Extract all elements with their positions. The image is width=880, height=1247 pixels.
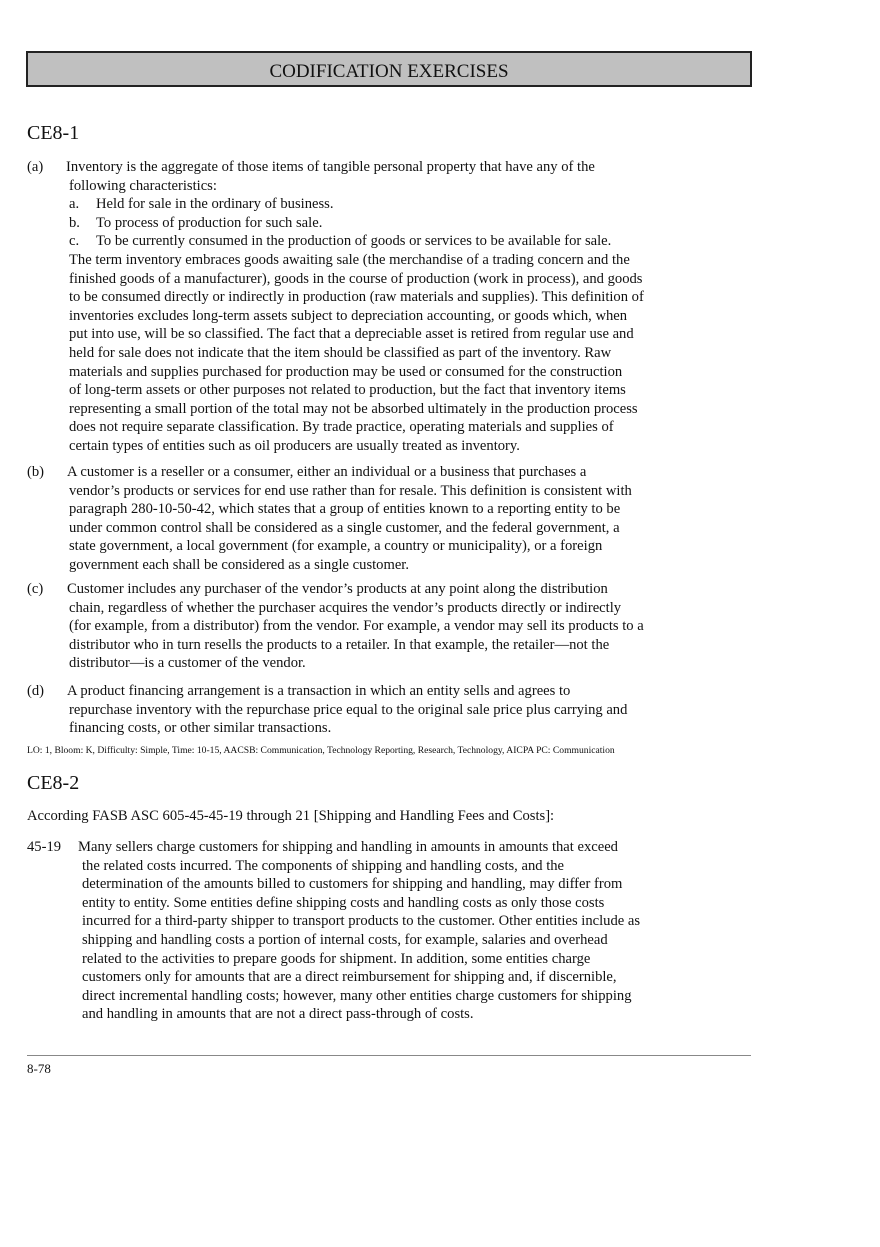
paragraph-label: (d) [27, 683, 45, 699]
list-text: Held for sale in the ordinary of business. [96, 196, 334, 213]
paragraph [27, 682, 707, 738]
paragraph-line: following characteristics: [69, 177, 217, 194]
learning-objective-line: LO: 1, Bloom: K, Difficulty: Simple, Time: 10-15, AACSB: Communication, Technology Reporting, Research, Technology, AICPA PC: Communication [27, 745, 615, 756]
paragraph-line: entity to entity. Some entities define shipping costs and handling costs as only those costs [82, 894, 605, 911]
paragraph [27, 158, 707, 456]
paragraph-line: the related costs incurred. The components of shipping and handling costs, and the [82, 857, 565, 874]
list-marker: a. [69, 196, 80, 213]
paragraph-line: determination of the amounts billed to customers for shipping and handling, may differ from [82, 876, 623, 893]
paragraph-line: distributor—is a customer of the vendor. [69, 655, 306, 672]
exercise-title-ce8-2: CE8-2 [27, 772, 80, 794]
paragraph-line: inventories excludes long-term assets subject to depreciation accounting, or goods which, when [69, 307, 628, 324]
paragraph-line: under common control shall be considered as a single customer, and the federal government, a [69, 519, 620, 536]
page-number: 8-78 [27, 1061, 51, 1076]
list-item [27, 232, 707, 251]
paragraph-line: Many sellers charge customers for shipping and handling in amounts in amounts that exceed [78, 839, 618, 855]
paragraph [27, 580, 707, 673]
paragraph-label: (a) [27, 159, 44, 175]
paragraph-line: distributor who in turn resells the products to a retailer. In that example, the retailer—not the [69, 636, 610, 653]
paragraph-line: repurchase inventory with the repurchase price equal to the original sale price plus carrying and [69, 701, 628, 718]
paragraph-line: (for example, from a distributor) from the vendor. For example, a vendor may sell its products to a [69, 618, 644, 635]
paragraph [27, 838, 707, 1024]
paragraph-label: 45-19 [27, 839, 62, 855]
paragraph-line: paragraph 280-10-50-42, which states that a group of entities known to a reporting entity to be [69, 501, 621, 518]
paragraph-line: Inventory is the aggregate of those items of tangible personal property that have any of the [66, 159, 595, 175]
paragraph-line: customers only for amounts that are a direct reimbursement for shipping and, if discernible, [82, 969, 617, 986]
paragraph-line: held for sale does not indicate that the item should be classified as part of the inventory. Raw [69, 344, 612, 361]
paragraph-line: The term inventory embraces goods awaiting sale (the merchandise of a trading concern and the [69, 251, 630, 268]
paragraph-label: (c) [27, 581, 44, 597]
paragraph-line: certain types of entities such as oil producers are usually treated as inventory. [69, 437, 520, 454]
paragraph-line: put into use, will be so classified. The fact that a depreciable asset is retired from regular use and [69, 326, 634, 343]
paragraph-line: finished goods of a manufacturer), goods in the course of production (work in process), and goods [69, 270, 643, 287]
paragraph-line: to be consumed directly or indirectly in production (raw materials and supplies). This definition of [69, 289, 644, 306]
list-marker: c. [69, 233, 80, 250]
footer-rule [27, 1055, 751, 1056]
paragraph-line: does not require separate classification. By trade practice, operating materials and supplies of [69, 419, 614, 436]
paragraph-line: Customer includes any purchaser of the vendor’s products at any point along the distribution [67, 581, 608, 597]
paragraph [27, 463, 707, 575]
paragraph-line: financing costs, or other similar transactions. [69, 720, 332, 737]
paragraph-line: government each shall be considered as a single customer. [69, 556, 410, 573]
section-header: CODIFICATION EXERCISES [26, 51, 752, 87]
paragraph-line: A customer is a reseller or a consumer, either an individual or a business that purchases a [67, 464, 587, 480]
paragraph-line: related to the activities to prepare goods for shipment. In addition, some entities charge [82, 950, 591, 967]
paragraph-label: (b) [27, 464, 45, 480]
paragraph-line: representing a small portion of the total may not be absorbed ultimately in the production process [69, 400, 638, 417]
paragraph-line: state government, a local government (for example, a country or municipality), or a foreign [69, 538, 603, 555]
list-item [27, 195, 707, 214]
paragraph-line: vendor’s products or services for end use rather than for resale. This definition is consistent with [69, 482, 632, 499]
list-text: To be currently consumed in the production of goods or services to be available for sale. [96, 233, 612, 250]
exercise-title-ce8-1: CE8-1 [27, 122, 80, 144]
list-text: To process of production for such sale. [96, 214, 323, 231]
paragraph-line: direct incremental handling costs; however, many other entities charge customers for shipping [82, 987, 632, 1004]
paragraph-line: and handling in amounts that are not a direct pass-through of costs. [82, 1006, 474, 1023]
list-item [27, 214, 707, 233]
paragraph-line: of long-term assets or other purposes not related to production, but the fact that inventory items [69, 382, 626, 399]
paragraph-line: chain, regardless of whether the purchaser acquires the vendor’s products directly or indirectly [69, 599, 622, 616]
paragraph-line: incurred for a third-party shipper to transport products to the customer. Other entities include as [82, 913, 641, 930]
intro-text: According FASB ASC 605-45-45-19 through 21 [Shipping and Handling Fees and Costs]: [27, 808, 555, 824]
paragraph-line: shipping and handling costs a portion of internal costs, for example, salaries and overhead [82, 931, 608, 948]
paragraph-line: materials and supplies purchased for production may be used or consumed for the construction [69, 363, 623, 380]
paragraph-line: A product financing arrangement is a transaction in which an entity sells and agrees to [67, 683, 571, 699]
list-marker: b. [69, 214, 80, 231]
